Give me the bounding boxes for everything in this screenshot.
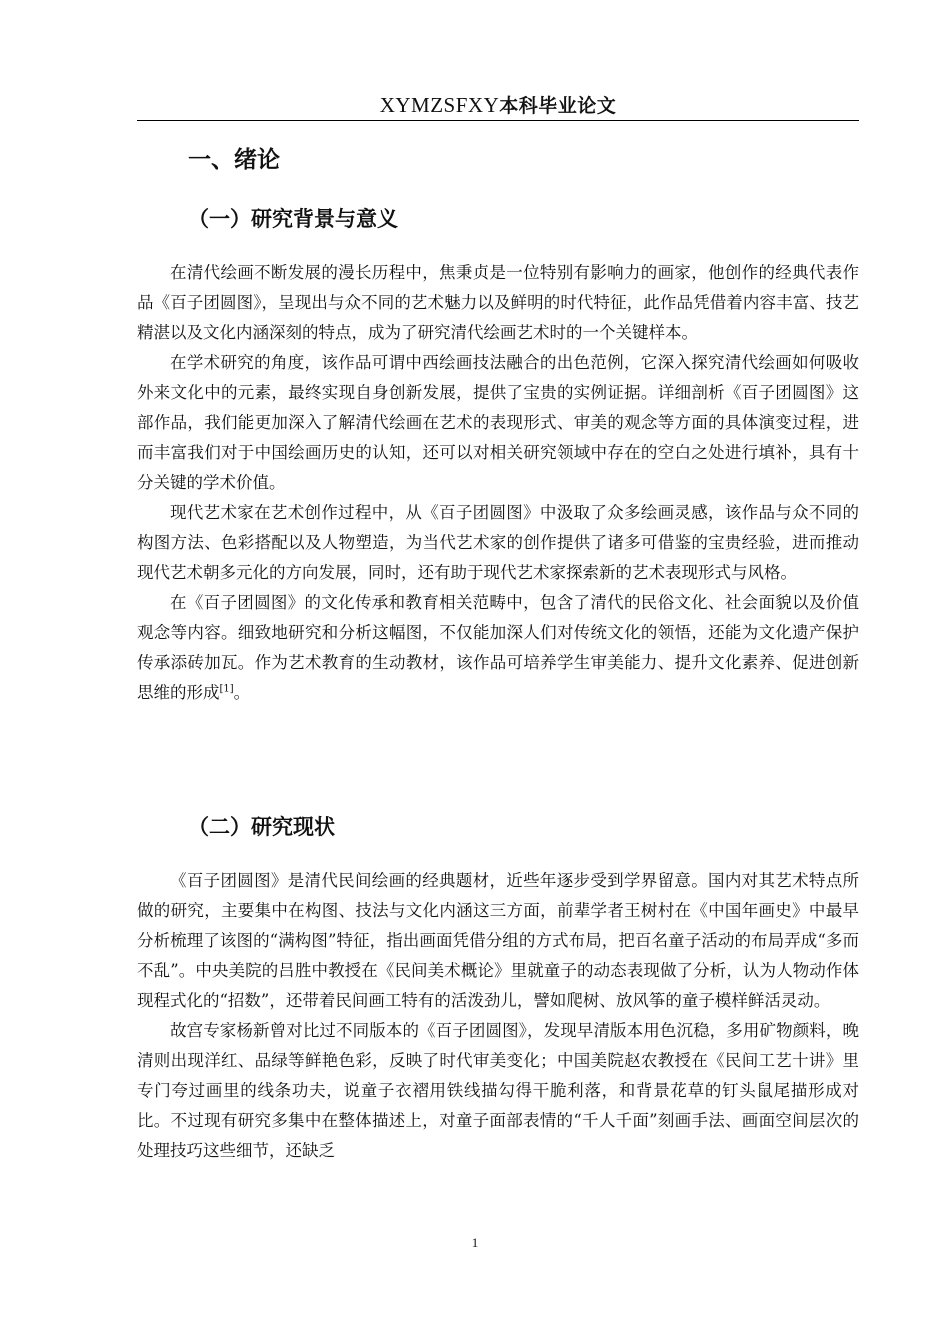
- paragraph: 在学术研究的角度，该作品可谓中西绘画技法融合的出色范例，它深入探究清代绘画如何吸收外来文化中的元素，最终实现自身创新发展，提供了宝贵的实例证据。详细剖析《百子团圆图》这部作品，我们能更加深入了解清代绘画在艺术的表现形式、审美的观念等方面的具体演变过程，进而丰富我们对于中国绘画历史的认知，还可以对相关研究领域中存在的空白之处进行填补，具有十分关键的学术价值。: [137, 353, 859, 492]
- paragraph-end: 。: [233, 683, 251, 702]
- page-header: [137, 91, 859, 119]
- chapter-title: 一、绪论: [188, 147, 280, 173]
- paragraph: 现代艺术家在艺术创作过程中，从《百子团圆图》中汲取了众多绘画灵感，该作品与众不同的构图方法、色彩搭配以及人物塑造，为当代艺术家的创作提供了诸多可借鉴的宝贵经验，进而推动现代艺术朝多元化的方向发展，同时，还有助于现代艺术家探索新的艺术表现形式与风格。: [137, 503, 859, 582]
- section-status-body: [137, 866, 859, 1166]
- header-school-code: XYMZSFXY: [379, 93, 500, 117]
- paragraph: 《百子团圆图》是清代民间绘画的经典题材，近些年逐步受到学界留意。国内对其艺术特点所做的研究，主要集中在构图、技法与文化内涵这三方面，前辈学者王树村在《中国年画史》中最早分析梳理了该图的“满构图”特征，指出画面凭借分组的方式布局，把百名童子活动的布局弄成“多而不乱”。中央美院的吕胜中教授在《民间美术概论》里就童子的动态表现做了分析，认为人物动作体现程式化的“招数”，还带着民间画工特有的活泼劲儿，譬如爬树、放风筝的童子模样鲜活灵动。: [137, 871, 859, 1010]
- paragraph-text: 在《百子团圆图》的文化传承和教育相关范畴中，包含了清代的民俗文化、社会面貌以及价值观念等内容。细致地研究和分析这幅图，不仅能加深人们对传统文化的领悟，还能为文化遗产保护传承添砖加瓦。作为艺术教育的生动教材，该作品可培养学生审美能力、提升文化素养、促进创新思维的形成: [137, 593, 859, 702]
- page-number: 1: [471, 1235, 479, 1250]
- paragraph: 在清代绘画不断发展的漫长历程中，焦秉贞是一位特别有影响力的画家，他创作的经典代表作品《百子团圆图》，呈现出与众不同的艺术魅力以及鲜明的时代特征，此作品凭借着内容丰富、技艺精湛以及文化内涵深刻的特点，成为了研究清代绘画艺术时的一个关键样本。: [137, 263, 859, 342]
- paragraph-with-citation: [137, 588, 859, 708]
- citation-marker: [1]: [219, 683, 234, 695]
- header-rule: [137, 120, 859, 121]
- section-title-status: （二）研究现状: [188, 815, 335, 839]
- header-thesis-label: 本科毕业论文: [499, 95, 617, 117]
- paragraph: 故宫专家杨新曾对比过不同版本的《百子团圆图》，发现早清版本用色沉稳，多用矿物颜料，晚清则出现洋红、品绿等鲜艳色彩，反映了时代审美变化；中国美院赵农教授在《民间工艺十讲》里专门夸过画里的线条功夫，说童子衣褶用铁线描勾得干脆利落，和背景花草的钉头鼠尾描形成对比。不过现有研究多集中在整体描述上，对童子面部表情的“千人千面”刻画手法、画面空间层次的处理技巧这些细节，还缺乏: [137, 1021, 859, 1160]
- section-title-background: （一）研究背景与意义: [188, 207, 398, 231]
- section-background-body: [137, 258, 859, 708]
